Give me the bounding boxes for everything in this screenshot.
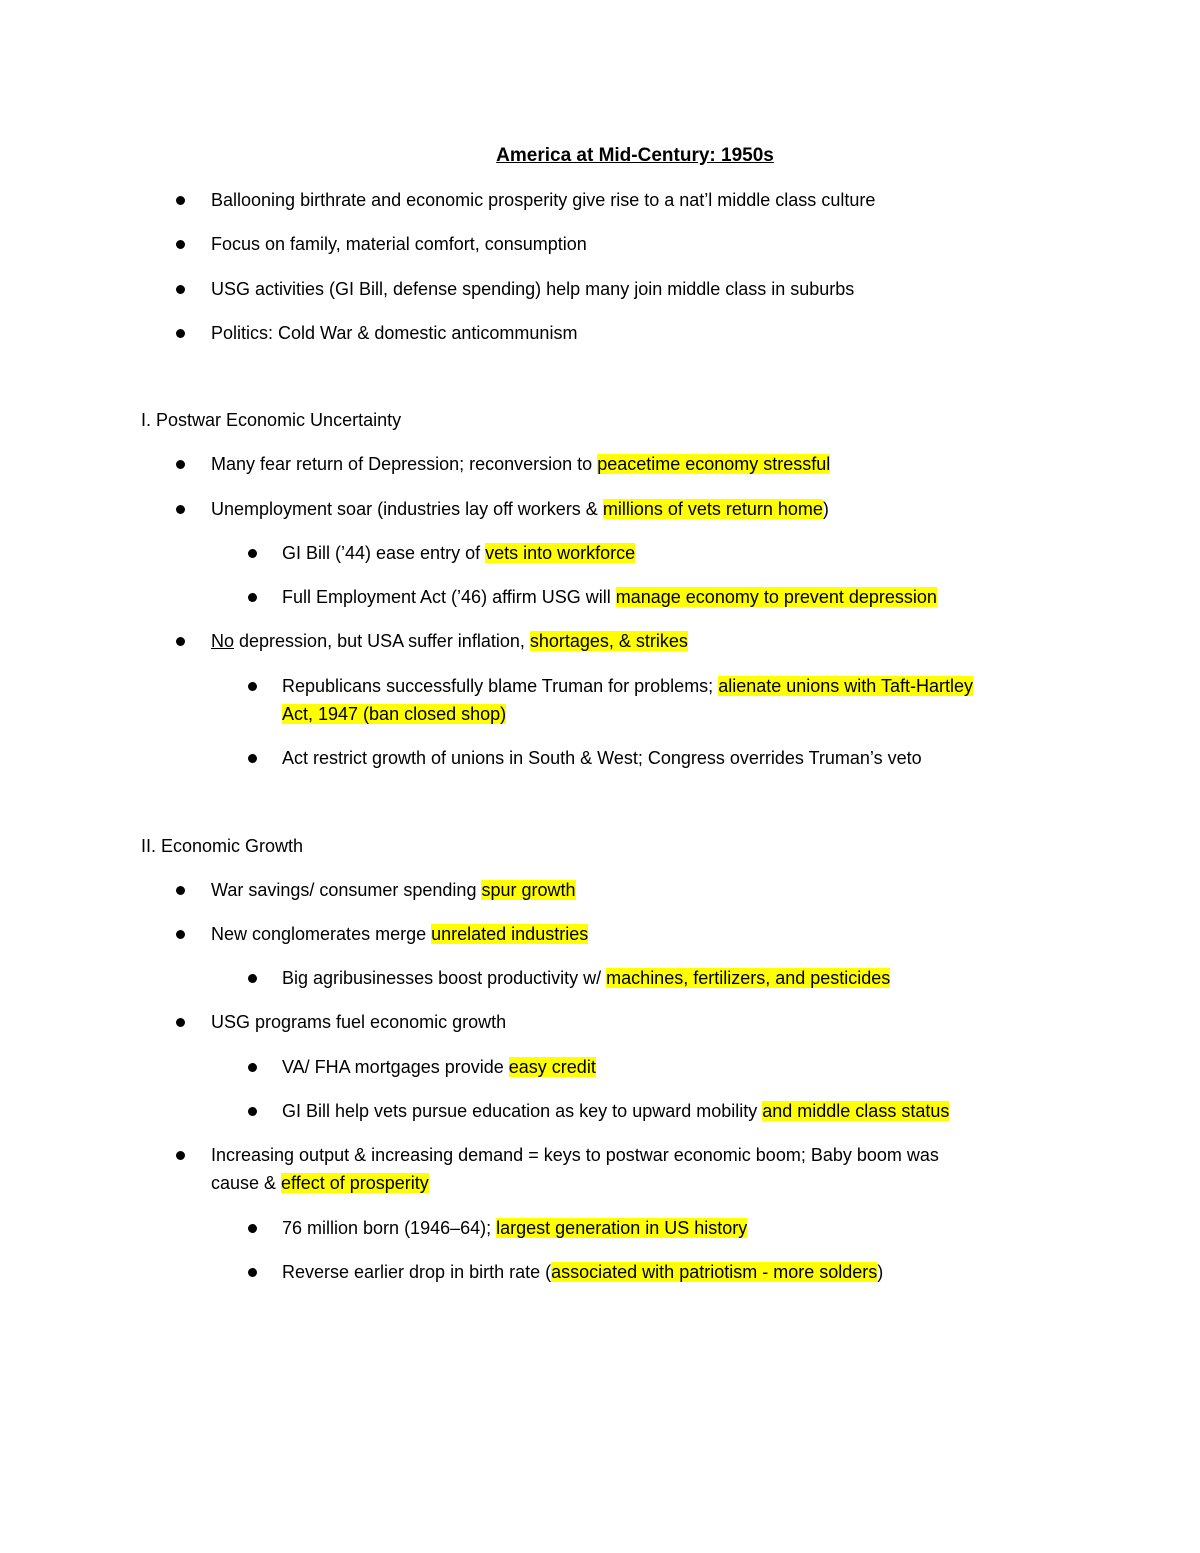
highlight: vets into workforce [485,543,636,563]
bullet-icon [248,974,257,983]
bullet-icon [248,1224,257,1233]
highlight: peacetime economy stressful [597,454,831,474]
bullet-icon [176,1151,185,1160]
highlight: spur growth [481,880,576,900]
bullet-icon [248,1063,257,1072]
highlight: unrelated industries [431,924,589,944]
bullet-icon [176,886,185,895]
bullet-icon [176,329,185,338]
bullet-icon [176,285,185,294]
bullet-icon [176,505,185,514]
highlight: Act, 1947 (ban closed shop) [282,704,507,724]
highlight: effect of prosperity [281,1173,429,1193]
bullet-icon [248,593,257,602]
bullet-icon [176,460,185,469]
section1-subbullet-3a-cont [282,700,506,728]
bullet-icon [176,240,185,249]
bullet-icon [248,549,257,558]
bullet-icon [248,682,257,691]
section-heading-1: I. Postwar Economic Uncertainty [141,410,402,430]
bullet-icon [176,930,185,939]
highlight: associated with patriotism - more solders [551,1262,878,1282]
bullet-icon [176,637,185,646]
bullet-icon [248,754,257,763]
bullet-icon [248,1268,257,1277]
highlight: shortages, & strikes [529,631,688,651]
section-heading-2: II. Economic Growth [141,836,304,856]
highlight: and middle class status [762,1101,950,1121]
bullet-icon [176,196,185,205]
bullet-icon [248,1107,257,1116]
highlight: machines, fertilizers, and pesticides [606,968,891,988]
highlight: millions of vets return home [602,499,823,519]
document-title: America at Mid-Century: 1950s [496,145,774,166]
highlight: easy credit [508,1057,596,1077]
bullet-icon [176,1018,185,1027]
highlight: largest generation in US history [496,1218,748,1238]
document-page: America at Mid-Century: 1950s Ballooning birthrate and economic prosperity give rise to a nat’l middle class culture Focus on family, material comfort, consumption USG activities (GI Bill, defense spending) help many join middle class in suburbs Politics: Cold War & domestic anticommunism I. Postwar Economic Uncertainty Many fear return of Depression; reconversion to peacetime economy stressful Unemployment soar (industries lay off workers & millions of vets return home) GI Bill (’44) ease entry of vets into workforce Full Employment Act (’46) affirm USG will manage economy to prevent depression No depression, but USA suffer inflation, shortages, & strikes Republicans successfully blame Truman for problems; alienate unions with Taft-Hartley Act, 1947 (ban closed shop) Act restrict growth of unions in South & West; Congress overrides Truman’s veto II. Economic Growth War savings/ consumer spending spur growth New conglomerates merge unrelated industries Big agribusinesses boost productivity w/ machines, fertilizers, and pesticides USG programs fuel economic growth VA/ FHA mortgages provide easy credit GI Bill help vets pursue education as key to upward mobility and middle class status Increasing output & increasing demand = keys to postwar economic boom; Baby boom was cause & effect of prosperity 76 million born (1946–64); largest generation in US history Reverse earlier drop in birth rate (associated with patriotism - more solders) [0,0,1200,1553]
highlight: manage economy to prevent depression [615,587,937,607]
highlight: alienate unions with Taft-Hartley [718,676,973,696]
section2-bullet-4-cont: cause & effect of prosperity [211,1173,429,1193]
